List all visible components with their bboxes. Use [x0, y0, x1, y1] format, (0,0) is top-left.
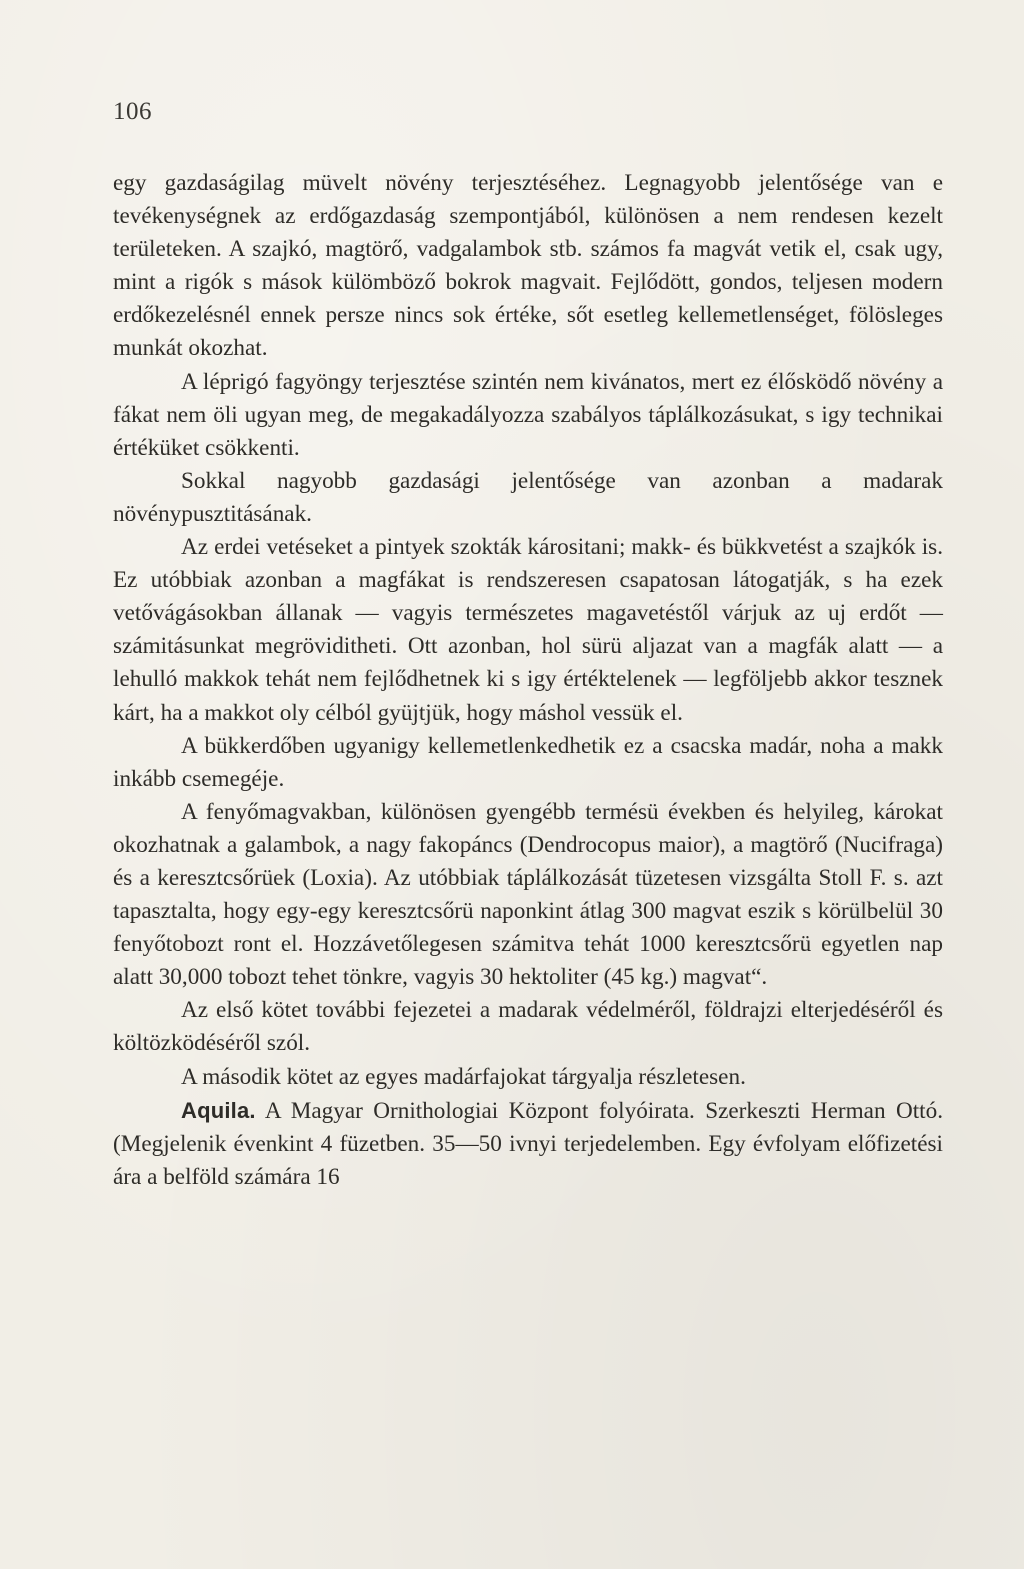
- paragraph: Az első kötet további fejezetei a madarak védelméről, földrajzi elterjedéséről és költözködéséről szól.: [113, 997, 943, 1057]
- bibliography-entry: [113, 1094, 943, 1194]
- entry-title: Aquila.: [181, 1097, 256, 1123]
- paragraph: A fenyőmagvakban, különösen gyengébb termésü években és helyileg, károkat okozhatnak a galambok, a nagy fakopáncs (Dendrocopus maior), a magtörő (Nucifraga) és a keresztcsőrüek (Loxia). Az utóbbiak táplálkozását tüzetesen vizsgálta Stoll F. s. azt tapasztalta, hogy egy-egy keresztcsőrü naponkint átlag 300 magvat eszik s körülbelül 30 fenyőtobozt ront el. Hozzávetőlegesen számitva tehát 1000 keresztcsőrü egyetlen nap alatt 30,000 tobozt tehet tönkre, vagyis 30 hektoliter (45 kg.) magvat“.: [113, 798, 943, 991]
- body-text: [113, 167, 943, 1194]
- page-number: 106: [113, 98, 152, 125]
- paragraph: A második kötet az egyes madárfajokat tárgyalja részletesen.: [181, 1063, 746, 1090]
- paragraph: A léprigó fagyöngy terjesztése szintén nem kivánatos, mert ez élősködő növény a fákat nem öli ugyan meg, de megakadályozza szabályos táplálkozásukat, s igy technikai értéküket csökkenti.: [113, 368, 943, 461]
- entry-text: A Magyar Ornithologiai Központ folyóirata. Szerkeszti Herman Ottó. (Megjelenik évenkint 4 füzetben. 35—50 ivnyi terjedelemben. Egy évfolyam előfizetési ára a belföld számára 16: [113, 1097, 943, 1190]
- paragraph: egy gazdaságilag müvelt növény terjesztéséhez. Legnagyobb jelentősége van e tevékenységnek az erdőgazdaság szempontjából, különösen a nem rendesen kezelt területeken. A szajkó, magtörő, vadgalambok stb. számos fa magvát vetik el, csak ugy, mint a rigók s mások külömböző bokrok magvait. Fejlődött, gondos, teljesen modern erdőkezelésnél ennek persze nincs sok értéke, sőt esetleg kellemetlenséget, fölösleges munkát okozhat.: [113, 170, 943, 362]
- paragraph: Sokkal nagyobb gazdasági jelentősége van azonban a madarak növénypusztitásának.: [113, 467, 943, 527]
- paragraph: A bükkerdőben ugyanigy kellemetlenkedhetik ez a csacska madár, noha a makk inkább csemegéje.: [113, 732, 943, 792]
- paragraph: Az erdei vetéseket a pintyek szokták kárositani; makk- és bükkvetést a szajkók is. Ez utóbbiak azonban a magfákat is rendszeresen csapatosan látogatják, s ha ezek vetővágásokban állanak — vagyis természetes magavetéstől várjuk az uj erdőt — számitásunkat megröviditheti. Ott azonban, hol sürü aljazat van a magfák alatt — a lehulló makkok tehát nem fejlődhetnek ki s igy értéktelenek — legföljebb akkor tesznek kárt, ha a makkot oly célból gyüjtjük, hogy máshol vessük el.: [113, 534, 943, 726]
